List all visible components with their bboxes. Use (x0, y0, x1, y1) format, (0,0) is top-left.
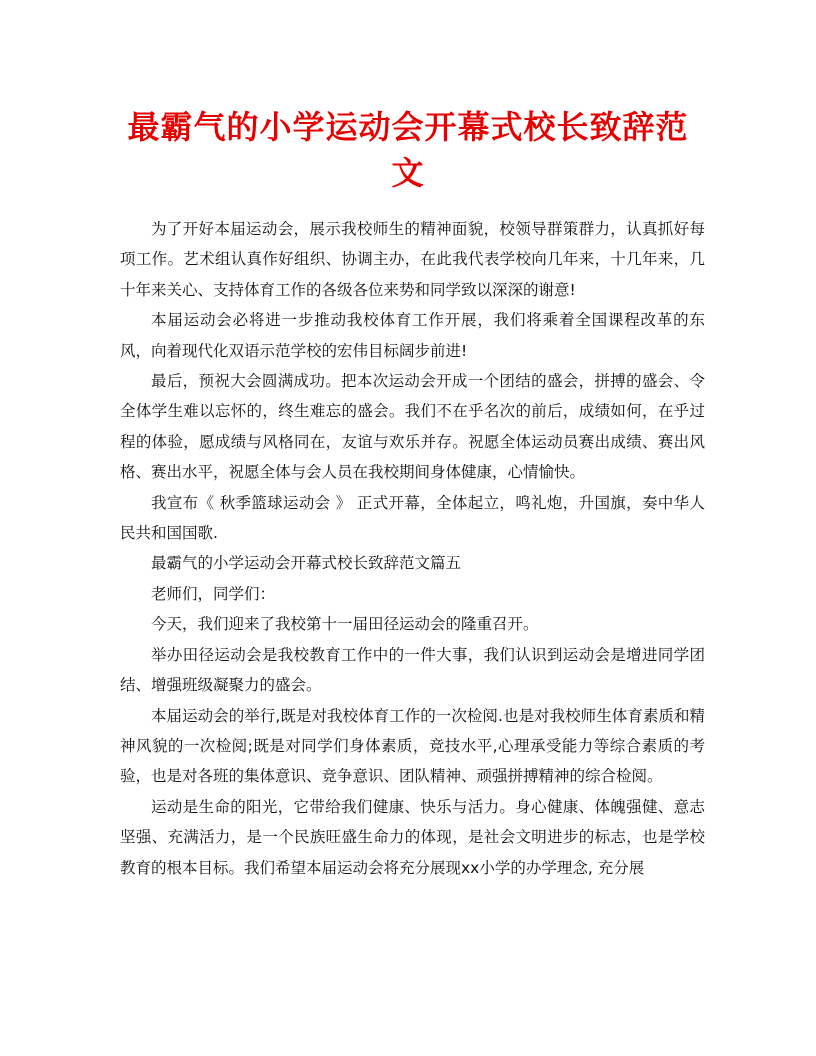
salutation: 老师们，同学们： (151, 584, 276, 603)
paragraph: 运动是生命的阳光，它带给我们健康、快乐与活力。身心健康、体魄强健、意志坚强、充满活力，是一个民族旺盛生命力的体现，是社会文明进步的标志，也是学校教育的根本目标。我们希望本届运动会将充分展现xx小学的办学理念, 充分展 (120, 797, 705, 877)
paragraph: 我宣布《 秋季篮球运动会 》 正式开幕，全体起立，鸣礼炮，升国旗，奏中华人民共和国国歌. (120, 493, 705, 543)
paragraph: 最后，预祝大会圆满成功。把本次运动会开成一个团结的盛会，拼搏的盛会、令全体学生难以忘怀的，终生难忘的盛会。我们不在乎名次的前后，成绩如何，在乎过程的体验，愿成绩与风格同在，友谊与欢乐并存。祝愿全体运动员赛出成绩、赛出风格、赛出水平，祝愿全体与会人员在我校期间身体健康，心情愉快。 (120, 372, 705, 482)
paragraph: 举办田径运动会是我校教育工作中的一件大事，我们认识到运动会是增进同学团结、增强班级凝聚力的盛会。 (120, 645, 705, 695)
section-heading: 最霸气的小学运动会开幕式校长致辞范文篇五 (151, 554, 462, 573)
paragraph: 本届运动会的举行,既是对我校体育工作的一次检阅.也是对我校师生体育素质和精神风貌的一次检阅;既是对同学们身体素质，竞技水平,心理承受能力等综合素质的考验，也是对各班的集体意识、竞争意识、团队精神、顽强拼搏精神的综合检阅。 (120, 706, 705, 786)
paragraph: 本届运动会必将进一步推动我校体育工作开展，我们将乘着全国课程改革的东风，向着现代化双语示范学校的宏伟目标阔步前进! (120, 311, 705, 360)
paragraph: 今天，我们迎来了我校第十一届田径运动会的隆重召开。 (151, 615, 539, 634)
paragraph: 为了开好本届运动会，展示我校师生的精神面貌，校领导群策群力，认真抓好每项工作。艺术组认真作好组织、协调主办，在此我代表学校向几年来，十几年来，几十年来关心、支持体育工作的各级各位来势和同学致以深深的谢意! (120, 220, 705, 299)
document-body (120, 214, 705, 883)
document-title: 最霸气的小学运动会开幕式校长致辞范文 (127, 108, 689, 192)
